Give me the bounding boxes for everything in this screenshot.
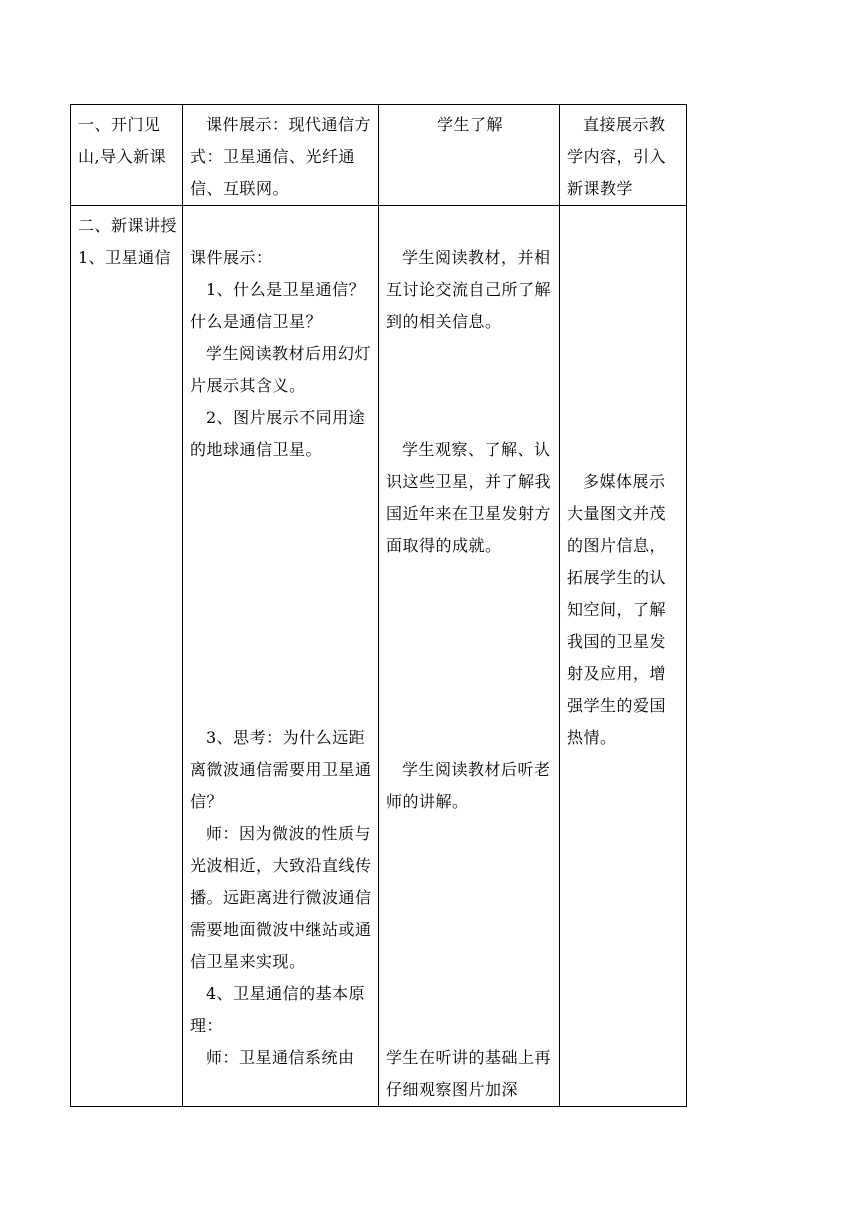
courseware-label: 课件展示：	[190, 248, 273, 267]
lesson-plan-table	[70, 104, 687, 1107]
teacher-explanation-2: 师：卫星通信系统由	[206, 1048, 355, 1067]
teacher-activity-text: 课件展示：现代通信方式：卫星通信、光纤通信、互联网。	[190, 115, 372, 198]
design-intent-text: 直接展示教学内容，引入新课教学	[567, 115, 667, 198]
stage-heading: 二、新课讲授	[78, 216, 178, 235]
design-intent-cell	[560, 206, 687, 1107]
student-activity-cell	[379, 105, 560, 206]
question-3: 3、思考：为什么远距离微波通信需要用卫星通信？	[190, 728, 372, 811]
student-activity-2: 学生观察、了解、认识这些卫星，并了解我国近年来在卫星发射方面取得的成就。	[386, 440, 552, 555]
teacher-explanation: 师：因为微波的性质与光波相近，大致沿直线传播。远距离进行微波通信需要地面微波中继站或通信卫星来实现。	[190, 824, 372, 971]
teacher-activity-cell	[183, 105, 379, 206]
table-row	[71, 206, 687, 1107]
teacher-activity-cell	[183, 206, 379, 1107]
student-activity-text: 学生了解	[436, 115, 503, 134]
stage-cell	[71, 105, 183, 206]
design-intent-cell	[560, 105, 687, 206]
question-1: 1、什么是卫星通信？什么是通信卫星？	[190, 280, 366, 331]
stage-subheading: 1、卫星通信	[78, 248, 172, 267]
question-2: 2、图片展示不同用途的地球通信卫星。	[190, 408, 366, 459]
student-activity-cell	[379, 206, 560, 1107]
table-row	[71, 105, 687, 206]
design-intent-text: 多媒体展示大量图文并茂的图片信息，拓展学生的认知空间，了解我国的卫星发射及应用，增强学生的爱国热情。	[567, 472, 667, 747]
student-activity-3: 学生阅读教材后听老师的讲解。	[386, 760, 551, 811]
student-activity-1: 学生阅读教材，并相互讨论交流自己所了解到的相关信息。	[386, 248, 552, 331]
student-activity-4: 学生在听讲的基础上再仔细观察图片加深	[386, 1048, 552, 1099]
slide-note: 学生阅读教材后用幻灯片展示其含义。	[190, 344, 372, 395]
stage-cell	[71, 206, 183, 1107]
question-4: 4、卫星通信的基本原理：	[190, 984, 366, 1035]
stage-text: 一、开门见山,导入新课	[78, 115, 167, 166]
